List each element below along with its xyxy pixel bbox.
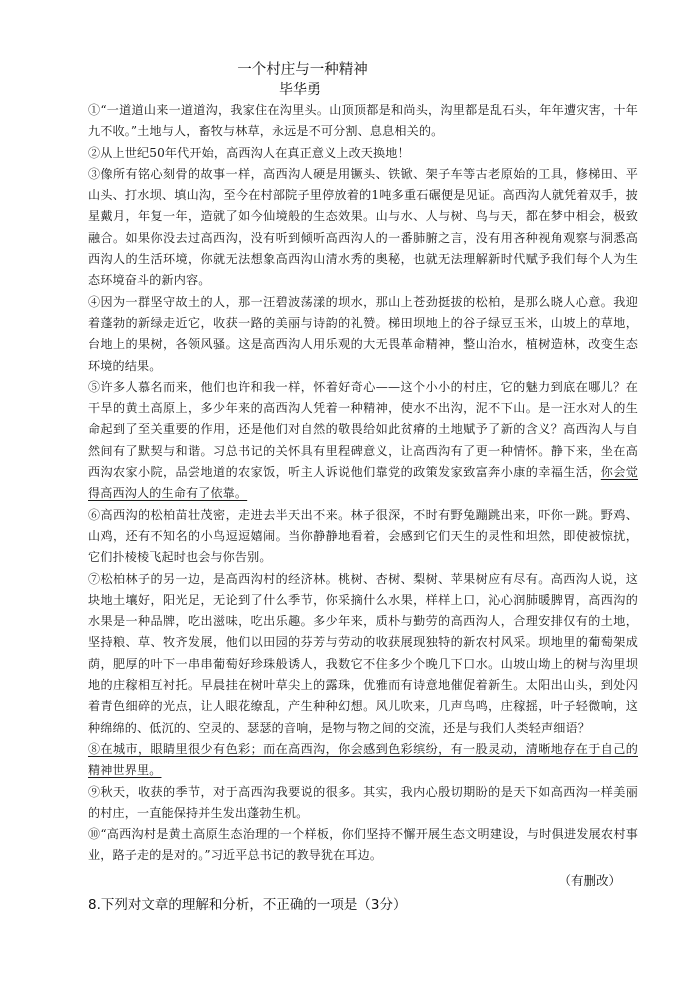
article-body [88, 100, 638, 867]
paragraph-6: ⑥高西沟的松柏苗壮茂密，走进去半天出不来。林子很深，不时有野兔蹦跳出来，吓你一跳。野鸡、山鸡，还有不知名的小鸟逗逗嬉闹。当你静静地看着，会感到它们天生的灵性和坦然，即使被惊扰，它们扑棱棱飞起时也会与你告别。 [88, 507, 638, 565]
article-title: 一个村庄与一种精神 [237, 62, 368, 78]
paragraph-4: ④因为一群坚守故土的人，那一汪碧波荡漾的坝水，那山上苍劲挺拔的松柏，是那么晓人心意。我迎着蓬勃的新绿走近它，收获一路的美丽与诗韵的礼赞。梯田坝地上的谷子绿豆玉米，山坡上的草地，台地上的果树，各领风骚。这是高西沟人用乐观的大无畏革命精神，整山治水，植树造林，改变生态环境的结果。 [88, 294, 638, 373]
paragraph-5-main: ⑤许多人慕名而来，他们也许和我一样，怀着好奇心——这个小小的村庄，它的魅力到底在哪儿？在干旱的黄土高原上，多少年来的高西沟人凭着一种精神，使水不出沟，泥不下山。是一汪水对人的生命起到了至关重要的作用，还是他们对自然的敬畏给如此贫瘠的土地赋予了新的含义？高西沟人与自然间有了默契与和谐。习总书记的关怀具有里程碑意义，让高西沟有了更一种情怀。静下来，坐在高西沟农家小院，品尝地道的农家饭，听主人诉说他们靠党的政策发家致富奔小康的幸福生活， [88, 379, 638, 480]
paragraph-7: ⑦松柏林子的另一边，是高西沟村的经济林。桃树、杏树、梨树、苹果树应有尽有。高西沟人说，这块地土壤好，阳光足，无论到了什么季节，你采摘什么水果，样样上口，沁心润肺暖脾胃，高西沟的水果是一种品牌，吃出滋味，吃出乐趣。多少年来，质朴与勤劳的高西沟人，合理安排仅有的土地，坚持粮、草、牧齐发展，他们以田园的芬芳与劳动的收获展现独特的新农村风采。坝地里的葡萄架成荫，肥厚的叶下一串串葡萄好珍珠般诱人，我数它不住多少个晚几下口水。山坡山坳上的树与沟里坝地的庄稼相互衬托。早晨挂在树叶草尖上的露珠，优雅而有诗意地催促着新生。太阳出山头，到处闪着青色细碎的光点，让人眼花缭乱，产生种种幻想。风儿吹来，几声鸟鸣，庄稼摇，叶子轻微响，这种绵绵的、低沉的、空灵的、瑟瑟的音响，是物与物之间的交流，还是与我们人类轻声细语？ [88, 571, 638, 735]
paragraph-8-underlined: ⑧在城市，眼睛里很少有色彩；而在高西沟，你会感到色彩缤纷，有一股灵动，清晰地存在于自己的精神世界里。 [88, 741, 638, 778]
question-8: 8.下列对文章的理解和分析，不正确的一项是（3分） [88, 897, 407, 913]
paragraph-3: ③像所有铭心刻骨的故事一样，高西沟人硬是用镢头、铁锨、架子车等古老原始的工具，修梯田、平山头、打水坝、填山沟，至今在村部院子里停放着的1吨多重石碾便是见证。高西沟人就凭着双手，披星戴月，年复一年，造就了如今仙境般的生态效果。山与水、人与树、鸟与天，都在梦中相会，极致融合。如果你没去过高西沟，没有听到倾听高西沟人的一番肺腑之言，没有用吝种视角观察与洞悉高西沟人的生活环境，你就无法想象高西沟山清水秀的奥秘，也就无法理解新时代赋予我们每个人为生态环境奋斗的新内容。 [88, 166, 638, 288]
paragraph-10: ⑩“高西沟村是黄土高原生态治理的一个样板，你们坚持不懈开展生态文明建设，与时俱进发展农村事业，路子走的是对的。”习近平总书记的教导犹在耳边。 [88, 827, 638, 863]
source-note: （有删改） [558, 873, 621, 888]
paragraph-5 [88, 377, 638, 505]
paragraph-5-underlined: 你会觉得高西沟人的生命有了依靠。 [88, 465, 639, 501]
paragraph-2: ②从上世纪50年代开始，高西沟人在真正意义上改天换地！ [88, 145, 410, 160]
paragraph-1: ①“一道道山来一道道沟，我家住在沟里头。山顶顶都是和尚头，沟里都是乱石头，年年遭灾害，十年九不收。”土地与人，畜牧与林草，永远是不可分割、息息相关的。 [88, 103, 638, 139]
paragraph-9: ⑨秋天，收获的季节，对于高西沟我要说的很多。其实，我内心殷切期盼的是天下如高西沟一样美丽的村庄，一直能保持并生发出蓬勃生机。 [88, 784, 638, 820]
article-author: 毕华勇 [279, 82, 321, 98]
